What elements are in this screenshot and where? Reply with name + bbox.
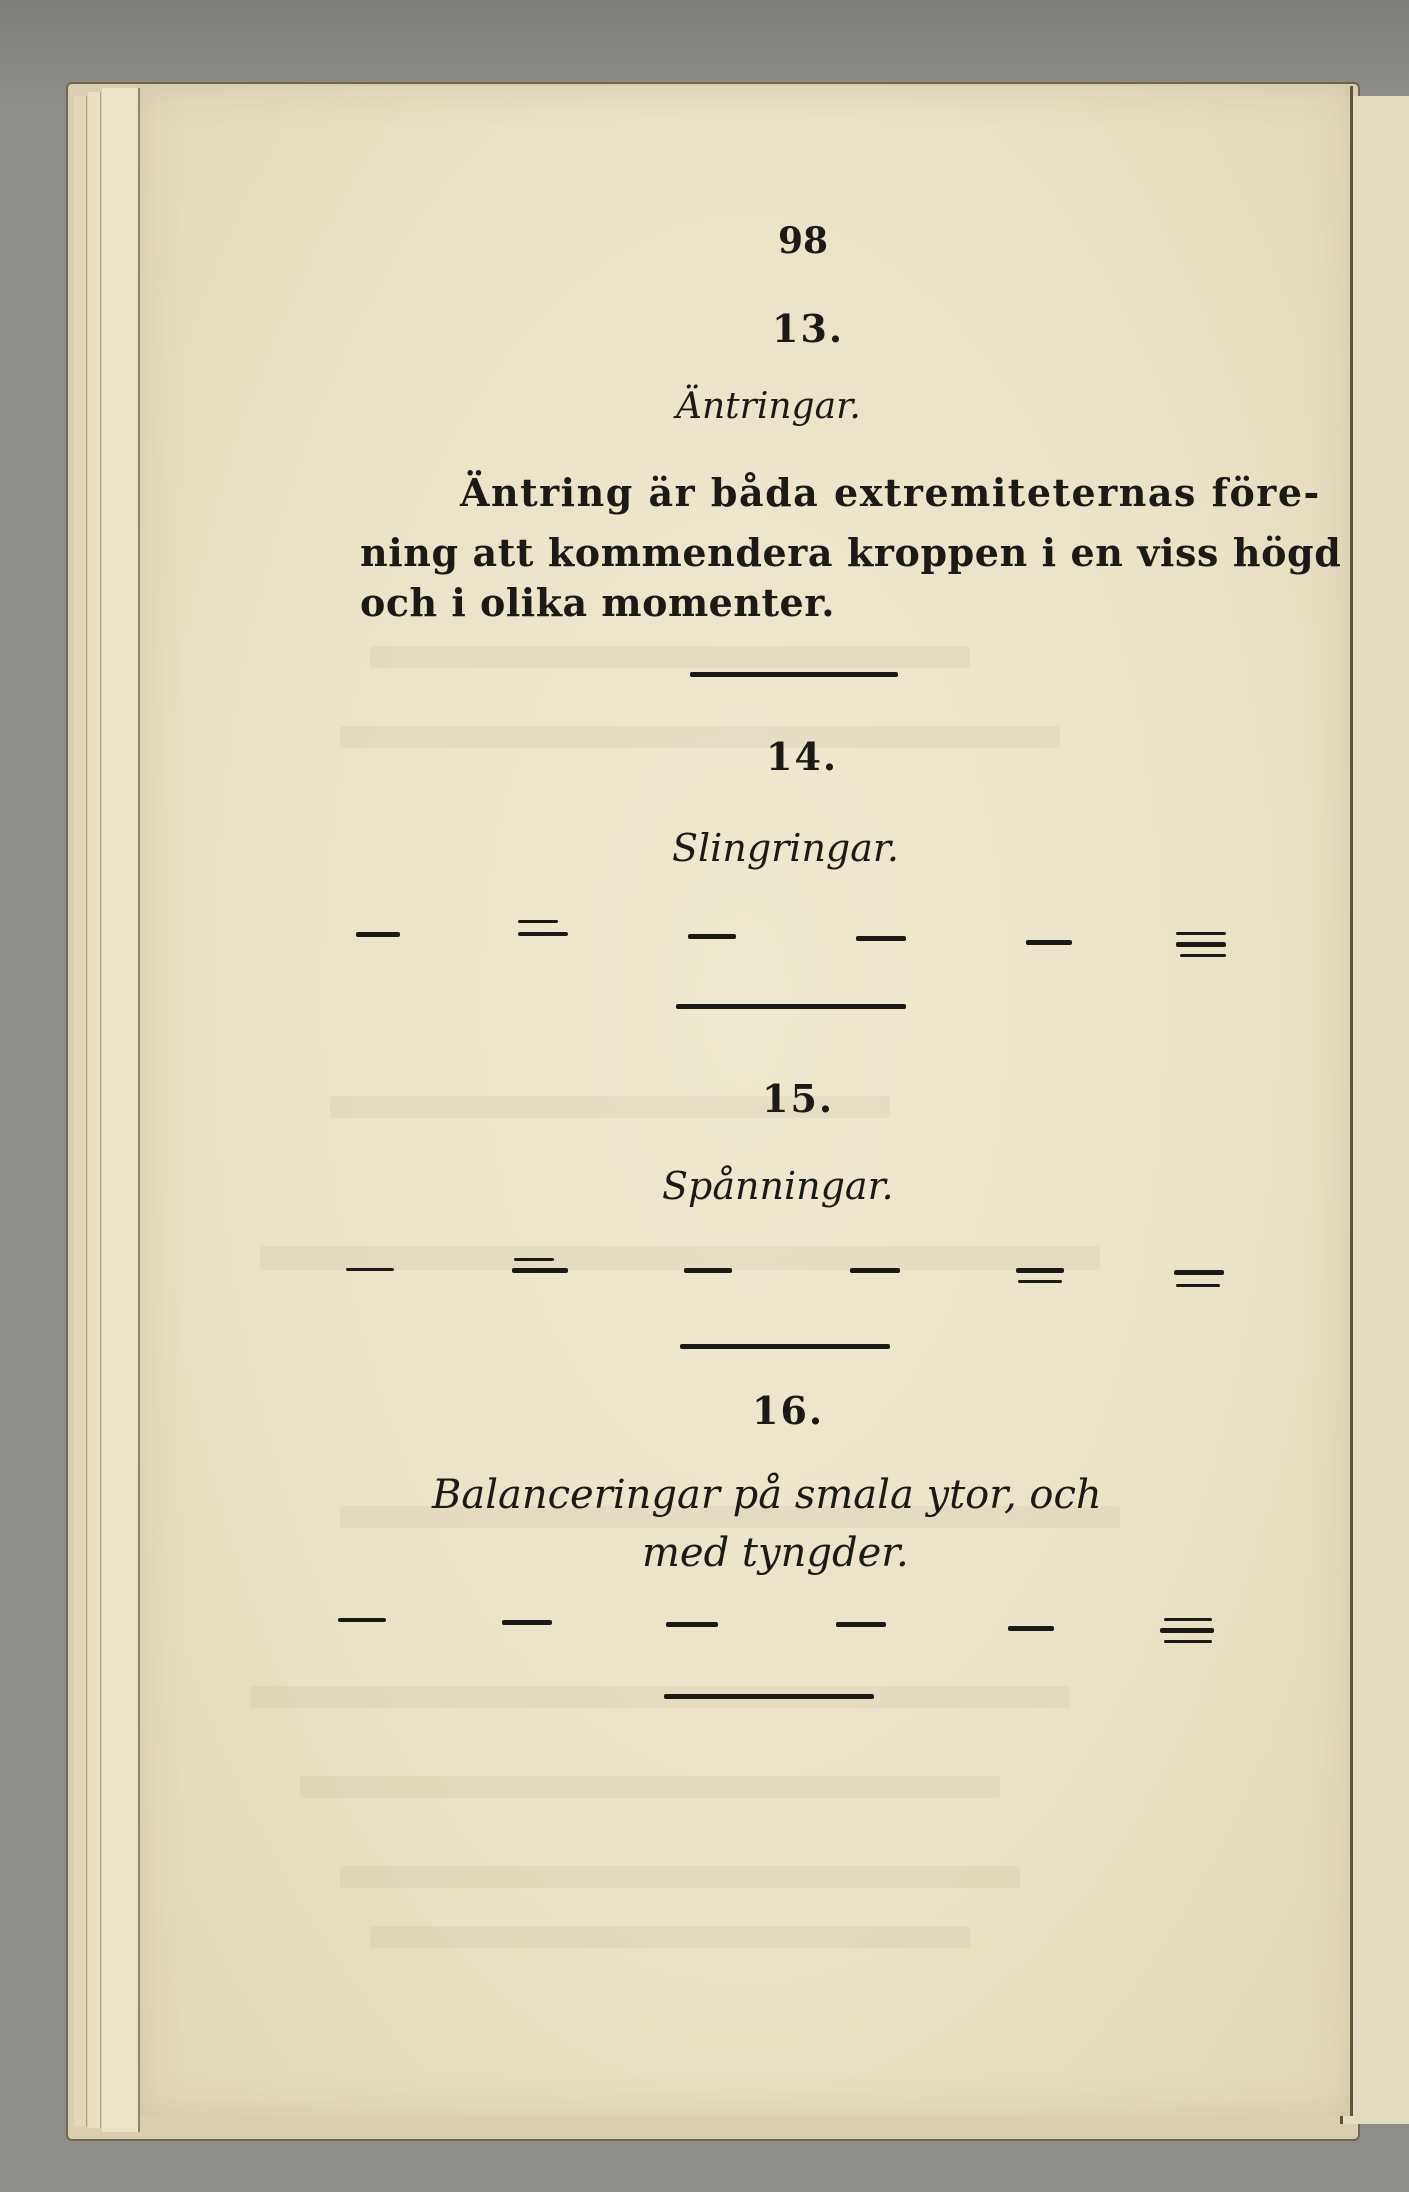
notation-mark: [1026, 940, 1072, 945]
section-title: Balanceringar på smala ytor, och: [432, 1472, 1102, 1518]
section-title: Slingringar.: [672, 826, 899, 870]
notation-mark: [850, 1268, 900, 1273]
section-title: Spånningar.: [662, 1164, 894, 1208]
body-text-line: och i olika momenter.: [360, 580, 835, 625]
section-number: 16.: [752, 1388, 825, 1433]
notation-mark: [836, 1622, 886, 1627]
notation-mark: [514, 1258, 554, 1261]
notation-mark: [1016, 1268, 1064, 1273]
notation-mark: [1174, 1270, 1224, 1275]
notation-mark: [688, 934, 736, 939]
notation-mark: [346, 1268, 394, 1271]
body-text-line: Äntring är båda extremiteternas före-: [460, 470, 1321, 515]
notation-mark: [666, 1622, 718, 1627]
notation-mark: [518, 932, 568, 936]
notation-mark: [502, 1620, 552, 1625]
notation-mark: [1180, 954, 1226, 957]
notation-mark: [1008, 1626, 1054, 1631]
section-divider: [664, 1694, 874, 1699]
section-title: Äntringar.: [676, 386, 861, 427]
section-number: 13.: [772, 306, 845, 351]
section-number: 15.: [762, 1076, 835, 1121]
notation-mark: [1018, 1280, 1062, 1283]
section-divider: [676, 1004, 906, 1009]
notation-mark: [512, 1268, 568, 1273]
notation-mark: [518, 920, 558, 923]
notation-mark: [1176, 1284, 1220, 1287]
notation-mark: [856, 936, 906, 941]
notation-mark: [1176, 932, 1226, 935]
body-text-line: ning att kommendera kroppen i en viss högd: [360, 530, 1342, 575]
section-divider: [680, 1344, 890, 1349]
notation-mark: [338, 1618, 386, 1622]
notation-mark: [1164, 1618, 1212, 1621]
notation-mark: [1176, 942, 1226, 947]
section-number: 14.: [766, 734, 839, 779]
section-divider: [690, 672, 898, 677]
notation-mark: [684, 1268, 732, 1273]
section-title: med tyngder.: [642, 1530, 909, 1576]
notation-mark: [1164, 1640, 1212, 1643]
page-edge: [74, 96, 87, 2126]
page-edge: [102, 88, 140, 2132]
page-edge: [88, 92, 101, 2128]
notation-mark: [356, 932, 400, 937]
page-number: 98: [778, 220, 829, 262]
notation-mark: [1160, 1628, 1214, 1633]
